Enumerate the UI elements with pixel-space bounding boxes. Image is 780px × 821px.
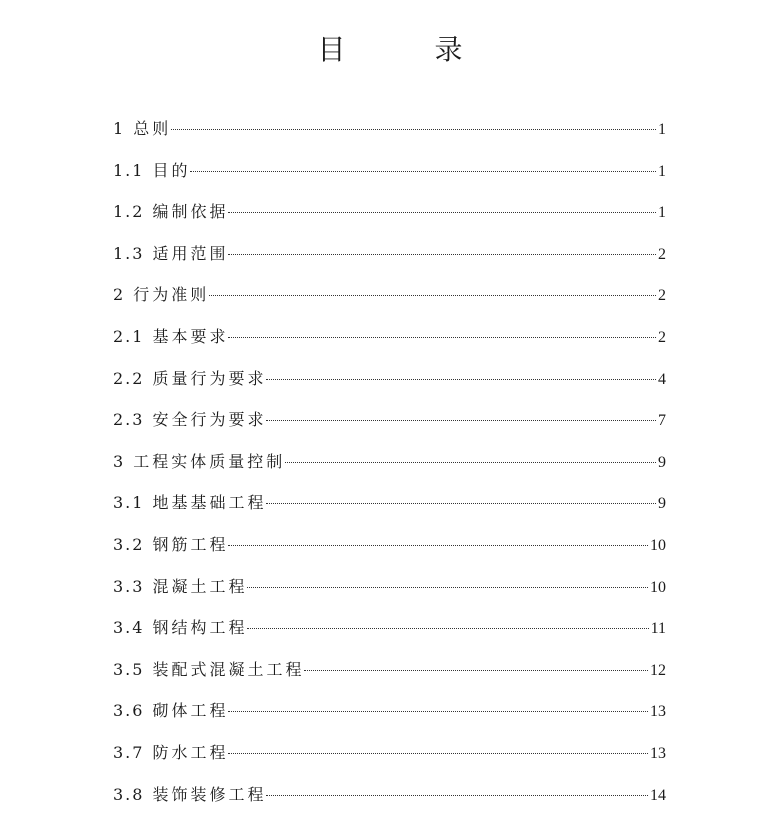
dot-leader [190,171,656,172]
toc-entry-number: 1.3 [113,243,145,263]
toc-entry-page: 1 [658,121,666,138]
dot-leader [304,670,648,671]
toc-entry-title: 安全行为要求 [152,410,267,430]
toc-entry-title: 钢结构工程 [152,618,248,638]
toc-entry-title: 砌体工程 [152,701,229,721]
toc-entry-number: 3.6 [113,701,145,721]
toc-entry-number: 1.1 [113,160,145,180]
dot-leader [285,462,656,463]
toc-entry[interactable] [113,774,666,816]
toc-entry-page: 2 [658,287,666,305]
toc-entry-title: 地基基础工程 [152,493,267,513]
dot-leader [228,337,656,338]
toc-entry-page: 13 [650,744,666,762]
dot-leader [228,711,648,712]
toc-entry-page: 13 [650,703,666,721]
dot-leader [247,628,648,629]
toc-entry[interactable] [113,108,666,150]
toc-entry-page: 11 [650,620,666,638]
toc-entry-title: 钢筋工程 [152,534,229,554]
dot-leader [171,129,656,130]
toc-entry-title: 基本要求 [152,326,229,346]
toc-entry-title: 质量行为要求 [152,368,267,388]
toc-entry-number: 2.3 [113,410,145,430]
toc-entry-page: 1 [658,204,666,222]
toc-entry-number: 2.1 [113,326,145,346]
toc-entry-number: 3.3 [113,576,145,596]
toc-entry[interactable] [113,399,666,441]
toc-entry-page: 2 [658,328,666,346]
toc-entry-title: 总则 [133,119,172,138]
dot-leader [247,587,648,588]
toc-entry-title: 工程实体质量控制 [133,451,286,471]
toc-entry[interactable] [113,690,666,732]
toc-entry[interactable] [113,732,666,774]
toc-entry-page: 12 [650,661,666,679]
toc-entry-page: 7 [658,412,666,430]
toc-entry[interactable] [113,274,666,316]
dot-leader [209,295,656,296]
toc-entry[interactable] [113,191,666,233]
dot-leader [228,212,656,213]
dot-leader [266,420,656,421]
toc-entry-page: 9 [658,453,666,471]
table-of-contents [113,108,666,815]
toc-entry-number: 3.4 [113,618,145,638]
toc-entry-number: 3.1 [113,493,145,513]
toc-entry-number: 3.7 [113,742,145,762]
toc-entry-number: 3 [113,451,126,471]
toc-entry-title: 混凝土工程 [152,576,248,596]
dot-leader [228,545,648,546]
toc-entry[interactable] [113,441,666,483]
toc-entry-title: 行为准则 [133,285,210,305]
toc-entry-number: 2 [113,285,126,305]
toc-entry-title: 防水工程 [152,742,229,762]
dot-leader [266,503,656,504]
toc-entry-number: 1 [113,119,126,138]
toc-entry[interactable] [113,649,666,691]
dot-leader [228,254,656,255]
toc-entry-number: 1.2 [113,202,145,222]
toc-entry-number: 3.2 [113,534,145,554]
toc-entry-title: 装配式混凝土工程 [152,659,305,679]
toc-entry-page: 1 [658,162,666,180]
toc-entry[interactable] [113,233,666,275]
toc-entry-page: 9 [658,495,666,513]
toc-entry-number: 3.8 [113,784,145,804]
dot-leader [228,753,648,754]
toc-entry-title: 适用范围 [152,243,229,263]
toc-entry-number: 3.5 [113,659,145,679]
toc-entry-number: 2.2 [113,368,145,388]
toc-entry-page: 2 [658,245,666,263]
toc-entry-title: 装饰装修工程 [152,784,267,804]
toc-entry[interactable] [113,316,666,358]
toc-entry[interactable] [113,150,666,192]
toc-entry-page: 10 [650,578,666,596]
toc-entry[interactable] [113,524,666,566]
toc-entry[interactable] [113,482,666,524]
dot-leader [266,795,648,796]
toc-entry[interactable] [113,607,666,649]
toc-entry-title: 编制依据 [152,202,229,222]
toc-entry[interactable] [113,566,666,608]
toc-entry-page: 4 [658,370,666,388]
toc-entry-page: 10 [650,536,666,554]
dot-leader [266,379,656,380]
page-title: 目 录 [317,33,503,66]
toc-entry-page: 14 [650,786,666,804]
toc-entry[interactable] [113,358,666,400]
toc-entry-title: 目的 [152,160,191,180]
